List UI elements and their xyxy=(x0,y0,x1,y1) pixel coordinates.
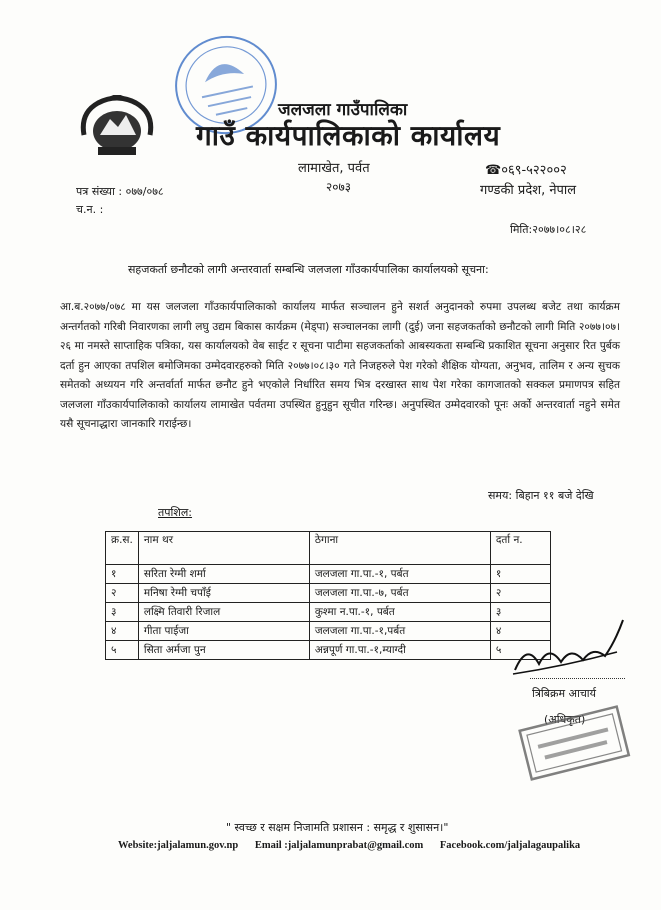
cell-name: लक्ष्मि तिवारी रिजाल xyxy=(138,603,309,622)
signature-line xyxy=(530,678,625,679)
handwritten-signature xyxy=(505,612,635,682)
cell-registration: २ xyxy=(490,584,550,603)
cell-address: कुश्मा न.पा.-१, पर्बत xyxy=(309,603,490,622)
cell-name: मनिषा रेग्मी चपाँई xyxy=(138,584,309,603)
footer-facebook: Facebook.com/jaljalagaupalika xyxy=(439,840,581,851)
established-year: २०७३ xyxy=(326,180,351,194)
table-row xyxy=(106,622,551,641)
footer-contacts xyxy=(118,840,594,851)
cell-registration: ४ xyxy=(490,622,550,641)
table-row xyxy=(106,565,551,584)
cell-address: अन्नपूर्ण गा.पा.-१,म्याग्दी xyxy=(309,641,490,660)
cell-name: सिता अर्मजा पुन xyxy=(138,641,309,660)
province: गण्डकी प्रदेश, नेपाल xyxy=(480,183,577,198)
table-header-row xyxy=(106,532,551,565)
officer-stamp xyxy=(512,700,637,785)
signatory-post: (अधिकृत) xyxy=(544,713,586,726)
cell-serial: ५ xyxy=(106,641,139,660)
letter-date: मिति:२०७७।०८।२८ xyxy=(510,223,587,236)
cell-name: गीता पाईजा xyxy=(138,622,309,641)
header-name: नाम थर xyxy=(138,532,309,565)
header-serial: क्र.स. xyxy=(106,532,139,565)
cell-registration: ५ xyxy=(490,641,550,660)
phone-number: ☎०६९-५२२००२ xyxy=(485,163,567,178)
cell-serial: ३ xyxy=(106,603,139,622)
cell-serial: १ xyxy=(106,565,139,584)
footer-website: Website:jaljalamun.gov.np xyxy=(118,840,239,851)
interview-time: समय: बिहान ११ बजे देखि xyxy=(488,489,594,502)
notice-subject: सहजकर्ता छनौटको लागी अन्तरवार्ता सम्बन्धि जलजला गाँउकार्यपालिका कार्यालयको सूचना: xyxy=(128,263,489,276)
header-registration: दर्ता न. xyxy=(490,532,550,565)
office-subtitle: जलजला गाउँपालिका xyxy=(278,100,408,120)
dispatch-number: च.न. : xyxy=(76,203,104,216)
cell-name: सरिता रेग्मी शर्मा xyxy=(138,565,309,584)
cell-address: जलजला गा.पा.-१,पर्बत xyxy=(309,622,490,641)
government-emblem-icon xyxy=(78,95,156,161)
footer-email: Email :jaljalamunprabat@gmail.com xyxy=(254,840,424,851)
table-row xyxy=(106,584,551,603)
notice-body: आ.ब.२०७७/०७८ मा यस जलजला गाँउकार्यपालिकाको कार्यालय मार्फत सञ्चालन हुने सशर्त अनुदानको रुपमा उपलब्ध बजेट तथा कार्यक्रम अन्तर्गतको गरिबी निवारणका लागी लघु उद्यम बिकास कार्यक्रम (मेड्पा) सञ्चालनका लागी (दुई) जना सहजकर्ताको छनौटको लागी मिति २०७७।०७।२६ मा नमस्ते साप्ताहिक पत्रिका, यस कार्यालयको वेब साईट र सूचना पाटीमा सहजकर्ताको आबस्यकता सम्बन्धि प्रकाशित सूचना अनुसार रित पुर्बक दर्ता हुन आएका तपशिल बमोजिमका उम्मेदवारहरुको मिति २०७७।०८।३० गते निजहरुले पेश गरेको शैक्षिक योग्यता, अनुभव, तालिम र अन्य सुचक समेतको अध्ययन गरि अन्तर्वार्ता मार्फत छनौट हुने भएकोले निर्धारित समय भित्र दरखास्त साथ पेश गरेका कागजातको सक्कल प्रमाणपत्र सहित जलजला गाँउकार्यपालिकाको कार्यालय लामाखेत पर्वतमा उपस्थित हुनुहुन सूचीत गरिन्छ। अनुपस्थित उम्मेदवारको पूनः अर्को अन्तरवार्ता नहुने समेत यसै सूचनाद्धारा जानकारि गराईन्छ। xyxy=(60,301,620,430)
cell-serial: २ xyxy=(106,584,139,603)
table-caption: तपशिल: xyxy=(158,506,193,519)
motto: " स्वच्छ र सक्षम निजामति प्रशासन : समृद्ध र शुसासन।" xyxy=(226,821,449,834)
office-location: लामाखेत, पर्वत xyxy=(298,161,370,176)
cell-registration: ३ xyxy=(490,603,550,622)
signatory-name: त्रिबिक्रम आचार्य xyxy=(532,687,597,700)
table-row xyxy=(106,641,551,660)
cell-registration: १ xyxy=(490,565,550,584)
header-address: ठेगाना xyxy=(309,532,490,565)
cell-serial: ४ xyxy=(106,622,139,641)
office-title: गाउँ कार्यपालिकाको कार्यालय xyxy=(196,119,501,152)
candidate-table xyxy=(105,531,551,660)
cell-address: जलजला गा.पा.-१, पर्बत xyxy=(309,565,490,584)
reference-number: पत्र संख्या : ०७७/०७८ xyxy=(76,185,164,198)
table-row xyxy=(106,603,551,622)
cell-address: जलजला गा.पा.-७, पर्बत xyxy=(309,584,490,603)
